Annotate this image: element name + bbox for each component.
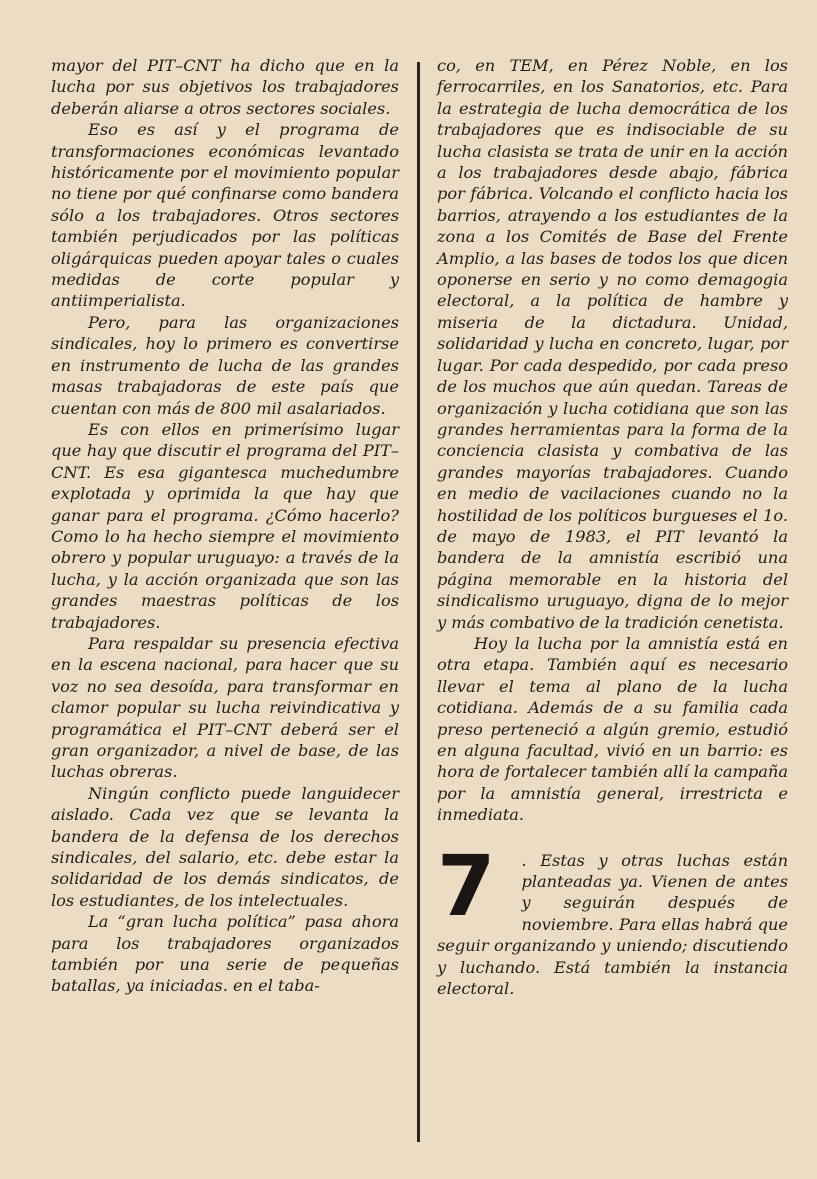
numbered-section (437, 836, 788, 1000)
section-number: 7 (437, 836, 496, 935)
paragraph: co, en TEM, en Pérez Noble, en los ferrocarriles, en los Sanatorios, etc. Para la estrategia de lucha democrática de los trabajadores que es indisociable de su lucha clasista se trata de unir en la acción a los trabajadores desde abajo, fábrica por fábrica. Volcando el conflicto hacia los barrios, atrayendo a los estudiantes de la zona a los Comités de Base del Frente Amplio, a las bases de todos los que dicen oponerse en serio y no como demagogia electoral, a la política de hambre y miseria de la dictadura. Unidad, solidaridad y lucha en concreto, lugar, por lugar. Por cada despedido, por cada preso de los muchos que aún quedan. Tareas de organización y lucha cotidiana que son las grandes herramientas para la forma de la conciencia clasista y combativa de las grandes mayorías trabajadores. Cuando en medio de vacilaciones cuando no la hostilidad de los políticos burgueses el 1o. de mayo de 1983, el PIT levantó la bandera de la amnistía escribió una página memorable en la historia del sindicalismo uruguayo, digna de lo mejor y más combativo de la tradición cenetista. (437, 56, 788, 632)
paragraph: Hoy la lucha por la amnistía está en otra etapa. También aquí es necesario llevar el tema al plano de la lucha cotidiana. Además de a su familia cada preso perteneció a algún gremio, estudió en alguna facultad, vivió en un barrio: es hora de fortalecer también allí la campaña por la amnistía general, irrestricta e inmediata. (437, 633, 788, 825)
paragraph: mayor del PIT–CNT ha dicho que en la lucha por sus objetivos los trabajadores deberán aliarse a otros sectores sociales. (51, 56, 399, 118)
right-column (437, 55, 788, 999)
paragraph: Pero, para las organizaciones sindicales, hoy lo primero es convertirse en instrumento de lucha de las grandes masas trabajadoras de este país que cuentan con más de 800 mil asalariados. (51, 312, 399, 418)
paragraph: Para respaldar su presencia efectiva en la escena nacional, para hacer que su voz no sea desoída, para transformar en clamor popular su lucha reivindicativa y programática el PIT–CNT deberá ser el gran organizador, a nivel de base, de las luchas obreras. (51, 633, 399, 782)
section-paragraph: . Estas y otras luchas están planteadas ya. Vienen de antes y seguirán después de noviembre. Para ellas habrá que seguir organizando y uniendo; discutiendo y luchando. Está también la instancia electoral. (437, 850, 788, 999)
paragraph: Es con ellos en primerísimo lugar que hay que discutir el programa del PIT–CNT. Es esa gigantesca muchedumbre explotada y oprimida la que hay que ganar para el programa. ¿Cómo hacerlo? Como lo ha hecho siempre el movimiento obrero y popular uruguayo: a través de la lucha, y la acción organizada que son las grandes maestras políticas de los trabajadores. (51, 419, 399, 632)
left-column (51, 55, 399, 997)
column-divider (417, 62, 420, 1142)
paragraph: Ningún conflicto puede languidecer aislado. Cada vez que se levanta la bandera de la defensa de los derechos sindicales, del salario, etc. debe estar la solidaridad de los demás sindicatos, de los estudiantes, de los intelectuales. (51, 783, 399, 910)
paragraph: La “gran lucha política” pasa ahora para los trabajadores organizados también por una serie de pequeñas batallas, ya iniciadas. en el taba- (51, 912, 399, 996)
paragraph: Eso es así y el programa de transformaciones económicas levantado históricamente por el movimiento popular no tiene por qué confinarse como bandera sólo a los trabajadores. Otros sectores también perjudicados por las políticas oligárquicas pueden apoyar tales o cuales medidas de corte popular y antiimperialista. (51, 120, 399, 311)
